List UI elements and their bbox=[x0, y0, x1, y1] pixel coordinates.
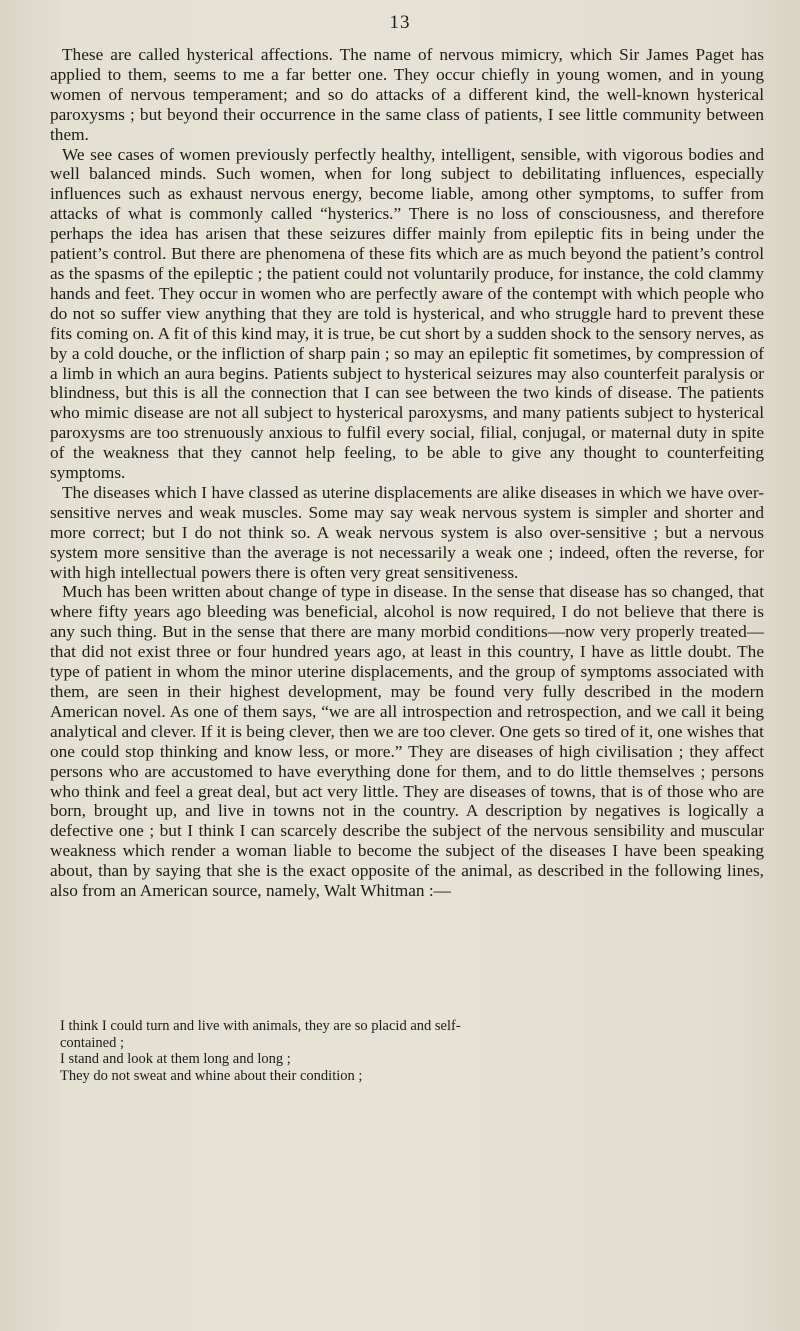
quote-line-1: I think I could turn and live with animals, they are so placid and self- bbox=[60, 1018, 461, 1034]
quote-line-3: They do not sweat and whine about their condition ; bbox=[60, 1067, 363, 1084]
paragraph-4: Much has been written about change of type in disease. In the sense that disease has so changed, that where fifty years ago bleeding was beneficial, alcohol is now required, I do not believe that there is any such thing. But in the sense that there are many morbid conditions—now very properly treated— that did not exist three or four hundred years ago, at least in this country, I have as little doubt. The type of patient in whom the minor uterine displacements, and the group of symptoms associated with them, are seen in their highest development, may be found very fully described in the modern American novel. As one of them says, “we are all introspection and retrospection, and we call it being analytical and clever. If it is being clever, then we are too clever. One gets so tired of it, one wishes that one could stop thinking and know less, or more.” They are diseases of high civilisation ; they affect persons who are accustomed to have everything done for them, and to do little themselves ; persons who think and feel a great deal, but act very little. They are diseases of towns, that is of those who are born, brought up, and live in towns not in the country. A description by negatives is logically a defective one ; but I think I can scarcely describe the subject of the nervous sensibility and muscular weakness which render a woman liable to become the subject of the diseases I have been speaking about, than by saying that she is the exact opposite of the animal, as described in the following lines, also from an American source, namely, Walt Whitman :— bbox=[50, 582, 764, 901]
paragraph-2: We see cases of women previously perfectly healthy, intelligent, sensible, with vigorous bodies and well balanced minds. Such women, when for long subject to debilitating influences, especially influences such as exhaust nervous energy, become liable, among other symptoms, to suffer from attacks of what is commonly called “hysterics.” There is no loss of consciousness, and therefore perhaps the idea has arisen that these seizures differ mainly from epileptic fits in being under the patient’s control. But there are phenomena of these fits which are as much beyond the patient’s control as the spasms of the epileptic ; the patient could not voluntarily produce, for instance, the cold clammy hands and feet. They occur in women who are perfectly aware of the contempt with which people who do not so suffer view anything that they are told is hysterical, and who struggle hard to prevent these fits coming on. A fit of this kind may, it is true, be cut short by a sudden shock to the sensory nerves, as by a cold douche, or the infliction of sharp pain ; so may an epileptic fit sometimes, by compression of a limb in which an aura begins. Patients subject to hysterical seizures may also counterfeit paralysis or blindness, but this is all the connection that I can see between the two kinds of disease. The patients who mimic disease are not all subject to hysterical paroxysms, and many patients subject to hysterical paroxysms are too strenuously anxious to fulfil every social, filial, conjugal, or maternal duty in spite of the weakness that they cannot help feeling, to be able to give any thought to counterfeiting symptoms. bbox=[50, 144, 764, 483]
poem-quote bbox=[60, 1018, 740, 1084]
quote-line-2: I stand and look at them long and long ; bbox=[60, 1051, 291, 1067]
paragraph-1: These are called hysterical affections. The name of nervous mimicry, which Sir James Paget has applied to them, seems to me a far better one. They occur chiefly in young women, and in young women of nervous temperament; and so do attacks of a different kind, the well-known hysterical paroxysms ; but beyond their occurrence in the same class of patients, I see little community between them. bbox=[50, 45, 764, 144]
page-number: 13 bbox=[389, 12, 411, 33]
body-text bbox=[50, 45, 764, 901]
paragraph-3: The diseases which I have classed as uterine displacements are alike diseases in which we have over-sensitive nerves and weak muscles. Some may say weak nervous system is simpler and shorter and more correct; but I do not think so. A weak nervous system is also over-sensitive ; but a nervous system more sensitive than the average is not necessarily a weak one ; indeed, often the reverse, for with high intellectual powers there is often very great sensitiveness. bbox=[50, 482, 764, 582]
quote-line-1-continued: contained ; bbox=[60, 1034, 125, 1051]
